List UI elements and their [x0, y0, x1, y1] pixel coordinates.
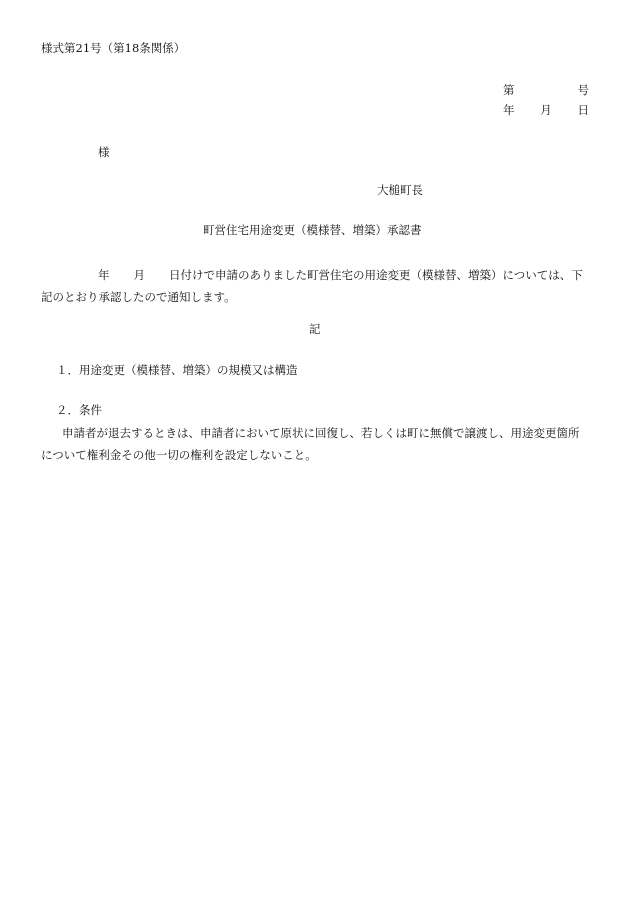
number-dai-label: 第 [503, 83, 515, 97]
ki-heading: 記 [309, 322, 321, 336]
body-text-line1: 日付けで申請のありました町営住宅の用途変更（模様替、増築）については、下 [169, 268, 583, 282]
item-2-conditions-text [41, 422, 593, 466]
conditions-line-1: 申請者が退去するときは、申請者において原状に回復し、若しくは町に無償で譲渡し、用途変更箇所 [62, 426, 580, 440]
document-number-date-block [503, 84, 589, 124]
document-number-row [503, 84, 589, 104]
form-number: 様式第21号（第18条関係） [41, 41, 186, 55]
number-go-label: 号 [577, 83, 589, 97]
conditions-line-2: について権利金その他一切の権利を設定しないこと。 [41, 448, 317, 462]
date-day-label: 日 [577, 103, 589, 117]
body-text-line2: 記のとおり承認したので通知します。 [41, 290, 236, 304]
body-paragraph [41, 264, 593, 308]
date-year-label: 年 [503, 103, 515, 117]
item-2-conditions-heading: ２．条件 [56, 403, 102, 417]
item-1-scale-structure: １．用途変更（模様替、増築）の規模又は構造 [56, 363, 298, 377]
date-month-label: 月 [540, 103, 552, 117]
body-month-label: 月 [133, 268, 145, 282]
addressee-honorific: 様 [98, 145, 110, 159]
issuer-name: 大槌町長 [377, 183, 423, 197]
issue-date-row [503, 104, 589, 124]
document-title: 町営住宅用途変更（模様替、増築）承認書 [203, 223, 422, 237]
body-year-label: 年 [98, 268, 110, 282]
